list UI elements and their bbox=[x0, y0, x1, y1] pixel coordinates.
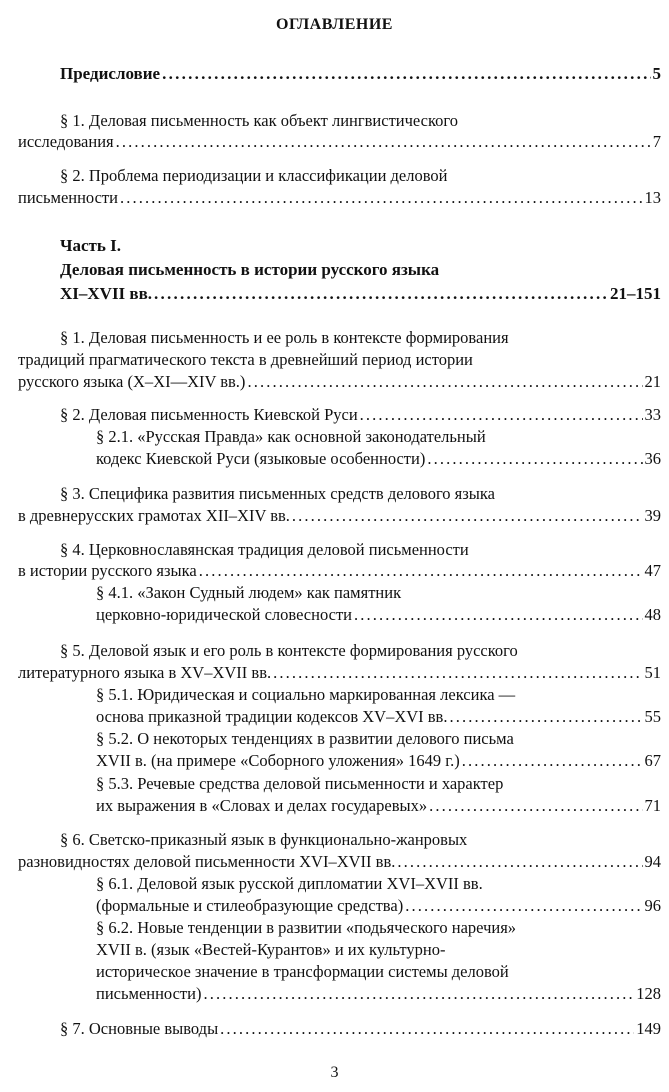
toc-page-number: 21 bbox=[644, 372, 661, 391]
leader-dots bbox=[449, 707, 642, 727]
toc-entry-label: русского языка (X–XI—XIV вв.) bbox=[18, 372, 246, 391]
toc-entry-text: § 5. Деловой язык и его роль в контексте формирования русского bbox=[60, 641, 518, 660]
toc-entry-label: церковно-юридической словесности bbox=[96, 605, 352, 624]
page-number: 3 bbox=[330, 1064, 339, 1081]
toc-page-number: 47 bbox=[644, 561, 661, 580]
toc-entry-label: кодекс Киевской Руси (языковые особенности) bbox=[96, 449, 426, 468]
toc-entry-intro-2 bbox=[18, 188, 661, 208]
toc-entry-label: XVII в. (на примере «Соборного уложения» 1649 г.) bbox=[96, 751, 460, 770]
toc-entry-s5 bbox=[18, 663, 661, 683]
leader-dots bbox=[220, 1019, 634, 1039]
toc-entry-label: их выражения в «Словах и делах государевых» bbox=[96, 796, 428, 815]
toc-page-number: 51 bbox=[644, 663, 661, 682]
toc-entry-label: § 2. Деловая письменность Киевской Руси bbox=[60, 405, 358, 424]
toc-entry-s6-1 bbox=[96, 896, 661, 916]
toc-entry-label: в истории русского языка bbox=[18, 561, 197, 580]
toc-entry-s5-1 bbox=[96, 707, 661, 727]
leader-dots bbox=[116, 132, 651, 152]
toc-entry-label: в древнерусских грамотах XII–XIV вв. bbox=[18, 506, 290, 525]
toc-entry-label: письменности bbox=[18, 188, 118, 207]
toc-page-number: 128 bbox=[636, 984, 661, 1003]
leader-dots bbox=[203, 984, 634, 1004]
toc-page-number: 94 bbox=[644, 852, 661, 871]
toc-entry-text: § 2. Проблема периодизации и классификации деловой bbox=[60, 166, 448, 185]
leader-dots bbox=[120, 188, 643, 208]
toc-entry-label: разновидностях деловой письменности XVI–XVII вв. bbox=[18, 852, 396, 871]
toc-entry-text: § 4.1. «Закон Судный людем» как памятник bbox=[96, 583, 402, 602]
toc-entry-label: Предисловие bbox=[60, 64, 161, 83]
toc-page-number: 96 bbox=[644, 896, 661, 915]
toc-entry-s6-2 bbox=[96, 984, 661, 1004]
leader-dots bbox=[405, 896, 642, 916]
leader-dots bbox=[292, 506, 643, 526]
toc-page-number: 13 bbox=[644, 188, 661, 207]
toc-entry-text: § 6.1. Деловой язык русской дипломатии XVI–XVII вв. bbox=[96, 874, 483, 893]
toc-entry-text: § 5.2. О некоторых тенденциях в развитии делового письма bbox=[96, 729, 514, 748]
toc-entry-text: § 5.3. Речевые средства деловой письменности и характер bbox=[96, 774, 504, 793]
toc-entry-label: исследования bbox=[18, 132, 114, 151]
toc-page-number: 67 bbox=[644, 751, 661, 770]
toc-entry-preface bbox=[60, 64, 661, 84]
toc-page-number: 39 bbox=[644, 506, 661, 525]
toc-entry-s2 bbox=[60, 405, 661, 425]
leader-dots bbox=[360, 405, 643, 425]
toc-entry-text: § 2.1. «Русская Правда» как основной законодательный bbox=[96, 427, 486, 446]
toc-entry-s1 bbox=[18, 372, 661, 392]
leader-dots bbox=[354, 605, 643, 625]
toc-page-number: 5 bbox=[652, 64, 661, 83]
toc-entry-s4-1 bbox=[96, 605, 661, 625]
toc-entry-part1 bbox=[60, 284, 661, 304]
part-title: Деловая письменность в истории русского языка bbox=[60, 260, 440, 279]
page-title: ОГЛАВЛЕНИЕ bbox=[276, 16, 393, 33]
toc-entry-s6 bbox=[18, 852, 661, 872]
toc-entry-label: письменности) bbox=[96, 984, 202, 1003]
toc-entry-label: § 7. Основные выводы bbox=[60, 1019, 219, 1038]
toc-page-number: 36 bbox=[644, 449, 661, 468]
toc-page-number: 48 bbox=[644, 605, 661, 624]
leader-dots bbox=[199, 561, 643, 581]
leader-dots bbox=[427, 449, 642, 469]
toc-page-number: 71 bbox=[644, 796, 661, 815]
leader-dots bbox=[462, 751, 643, 771]
toc-page-number: 21–151 bbox=[610, 284, 661, 303]
toc-entry-text: § 5.1. Юридическая и социально маркированная лексика — bbox=[96, 685, 516, 704]
toc-entry-s7 bbox=[60, 1019, 661, 1039]
leader-dots bbox=[397, 852, 642, 872]
leader-dots bbox=[162, 64, 650, 84]
toc-entry-text: историческое значение в трансформации системы деловой bbox=[96, 962, 509, 981]
toc-entry-text: XVII в. (язык «Вестей-Курантов» и их культурно- bbox=[96, 940, 446, 959]
toc-entry-text: традиций прагматического текста в древнейший период истории bbox=[18, 350, 473, 369]
toc-entry-s5-2 bbox=[96, 751, 661, 771]
leader-dots bbox=[154, 284, 608, 304]
toc-entry-text: § 6. Светско-приказный язык в функционально-жанровых bbox=[60, 830, 468, 849]
toc-entry-s4 bbox=[18, 561, 661, 581]
toc-entry-label: (формальные и стилеобразующие средства) bbox=[96, 896, 404, 915]
toc-entry-text: § 6.2. Новые тенденции в развитии «подьяческого наречия» bbox=[96, 918, 517, 937]
toc-entry-label: литературного языка в XV–XVII вв. bbox=[18, 663, 272, 682]
toc-page-number: 149 bbox=[636, 1019, 661, 1038]
toc-entry-s3 bbox=[18, 506, 661, 526]
toc-entry-text: § 1. Деловая письменность и ее роль в контексте формирования bbox=[60, 328, 509, 347]
part-heading: Часть I. bbox=[60, 236, 121, 255]
leader-dots bbox=[247, 372, 642, 392]
toc-entry-text: § 4. Церковнославянская традиция деловой письменности bbox=[60, 540, 469, 559]
toc-page-number: 33 bbox=[644, 405, 661, 424]
toc-entry-s5-3 bbox=[96, 796, 661, 816]
toc-entry-label: основа приказной традиции кодексов XV–XVI вв. bbox=[96, 707, 448, 726]
toc-page-number: 55 bbox=[644, 707, 661, 726]
toc-entry-s2-1 bbox=[96, 449, 661, 469]
toc-entry-text: § 3. Специфика развития письменных средств делового языка bbox=[60, 484, 495, 503]
toc-entry-text: § 1. Деловая письменность как объект лингвистического bbox=[60, 111, 459, 130]
toc-page-number: 7 bbox=[652, 132, 661, 151]
leader-dots bbox=[273, 663, 642, 683]
toc-entry-label: XI–XVII вв. bbox=[60, 284, 153, 303]
toc-entry-intro-1 bbox=[18, 132, 661, 152]
leader-dots bbox=[429, 796, 642, 816]
